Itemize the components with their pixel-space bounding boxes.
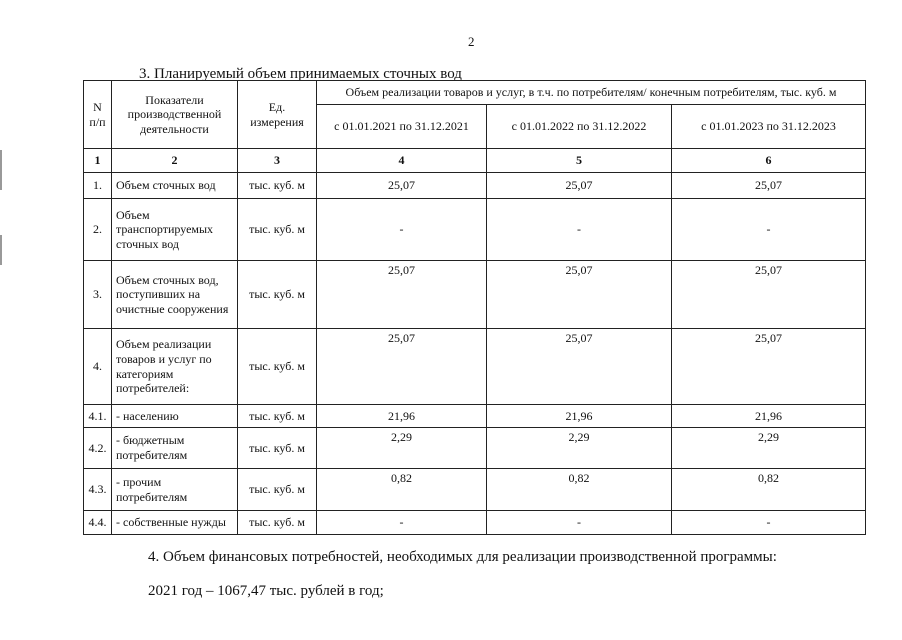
row-value-2021: - xyxy=(317,511,487,535)
table-header-row xyxy=(84,81,866,105)
row-unit: тыс. куб. м xyxy=(238,173,317,199)
scan-edge-mark xyxy=(0,150,2,190)
col-number: 4 xyxy=(317,149,487,173)
header-unit: Ед. измерения xyxy=(238,81,317,149)
row-number: 3. xyxy=(84,261,112,329)
table-row xyxy=(84,329,866,405)
row-value-2022: 25,07 xyxy=(487,261,672,329)
row-number: 4.2. xyxy=(84,428,112,469)
row-indicator: Объем сточных вод, поступивших на очистные сооружения xyxy=(112,261,238,329)
header-period-2022: с 01.01.2022 по 31.12.2022 xyxy=(487,105,672,149)
row-value-2023: - xyxy=(672,199,866,261)
section3-title: 3. Планируемый объем принимаемых сточных вод xyxy=(139,66,462,82)
row-unit: тыс. куб. м xyxy=(238,469,317,511)
row-unit: тыс. куб. м xyxy=(238,329,317,405)
row-indicator: - прочим потребителям xyxy=(112,469,238,511)
row-value-2021: 0,82 xyxy=(317,469,487,511)
row-indicator: - населению xyxy=(112,405,238,428)
col-number: 2 xyxy=(112,149,238,173)
row-value-2021: 25,07 xyxy=(317,329,487,405)
row-unit: тыс. куб. м xyxy=(238,428,317,469)
row-value-2023: 0,82 xyxy=(672,469,866,511)
table-row xyxy=(84,261,866,329)
column-number-row xyxy=(84,149,866,173)
row-unit: тыс. куб. м xyxy=(238,511,317,535)
row-value-2022: 21,96 xyxy=(487,405,672,428)
row-unit: тыс. куб. м xyxy=(238,261,317,329)
row-indicator: - собственные нужды xyxy=(112,511,238,535)
col-number: 3 xyxy=(238,149,317,173)
row-number: 4.4. xyxy=(84,511,112,535)
row-unit: тыс. куб. м xyxy=(238,199,317,261)
header-n: N п/п xyxy=(84,81,112,149)
row-number: 4. xyxy=(84,329,112,405)
table-row xyxy=(84,405,866,428)
finance-line-2021: 2021 год – 1067,47 тыс. рублей в год; xyxy=(148,583,384,599)
page-number: 2 xyxy=(468,34,475,49)
row-value-2021: 25,07 xyxy=(317,261,487,329)
row-number: 2. xyxy=(84,199,112,261)
row-value-2022: - xyxy=(487,511,672,535)
col-number: 6 xyxy=(672,149,866,173)
table-row xyxy=(84,511,866,535)
table-row xyxy=(84,469,866,511)
row-number: 4.1. xyxy=(84,405,112,428)
row-value-2022: 25,07 xyxy=(487,329,672,405)
row-value-2021: 25,07 xyxy=(317,173,487,199)
table-row xyxy=(84,173,866,199)
col-number: 1 xyxy=(84,149,112,173)
scan-edge-mark xyxy=(0,235,2,265)
row-value-2022: 2,29 xyxy=(487,428,672,469)
header-volume-group: Объем реализации товаров и услуг, в т.ч. по потребителям/ конечным потребителям, тыс. куб. м xyxy=(317,81,866,105)
row-value-2022: 0,82 xyxy=(487,469,672,511)
row-value-2023: 2,29 xyxy=(672,428,866,469)
row-value-2022: - xyxy=(487,199,672,261)
row-value-2021: - xyxy=(317,199,487,261)
row-indicator: Объем транспортируемых сточных вод xyxy=(112,199,238,261)
col-number: 5 xyxy=(487,149,672,173)
row-value-2022: 25,07 xyxy=(487,173,672,199)
header-indicators: Показатели производственной деятельности xyxy=(112,81,238,149)
row-value-2021: 2,29 xyxy=(317,428,487,469)
row-value-2023: - xyxy=(672,511,866,535)
table-row xyxy=(84,199,866,261)
row-value-2023: 21,96 xyxy=(672,405,866,428)
row-value-2023: 25,07 xyxy=(672,173,866,199)
row-indicator: Объем реализации товаров и услуг по категориям потребителей: xyxy=(112,329,238,405)
header-period-2021: с 01.01.2021 по 31.12.2021 xyxy=(317,105,487,149)
row-number: 4.3. xyxy=(84,469,112,511)
wastewater-volume-table xyxy=(83,80,866,535)
table-row xyxy=(84,428,866,469)
header-period-2023: с 01.01.2023 по 31.12.2023 xyxy=(672,105,866,149)
row-number: 1. xyxy=(84,173,112,199)
section4-title: 4. Объем финансовых потребностей, необходимых для реализации производственной программы: xyxy=(148,549,777,565)
row-value-2023: 25,07 xyxy=(672,329,866,405)
row-value-2023: 25,07 xyxy=(672,261,866,329)
row-unit: тыс. куб. м xyxy=(238,405,317,428)
row-indicator: - бюджетным потребителям xyxy=(112,428,238,469)
row-indicator: Объем сточных вод xyxy=(112,173,238,199)
row-value-2021: 21,96 xyxy=(317,405,487,428)
